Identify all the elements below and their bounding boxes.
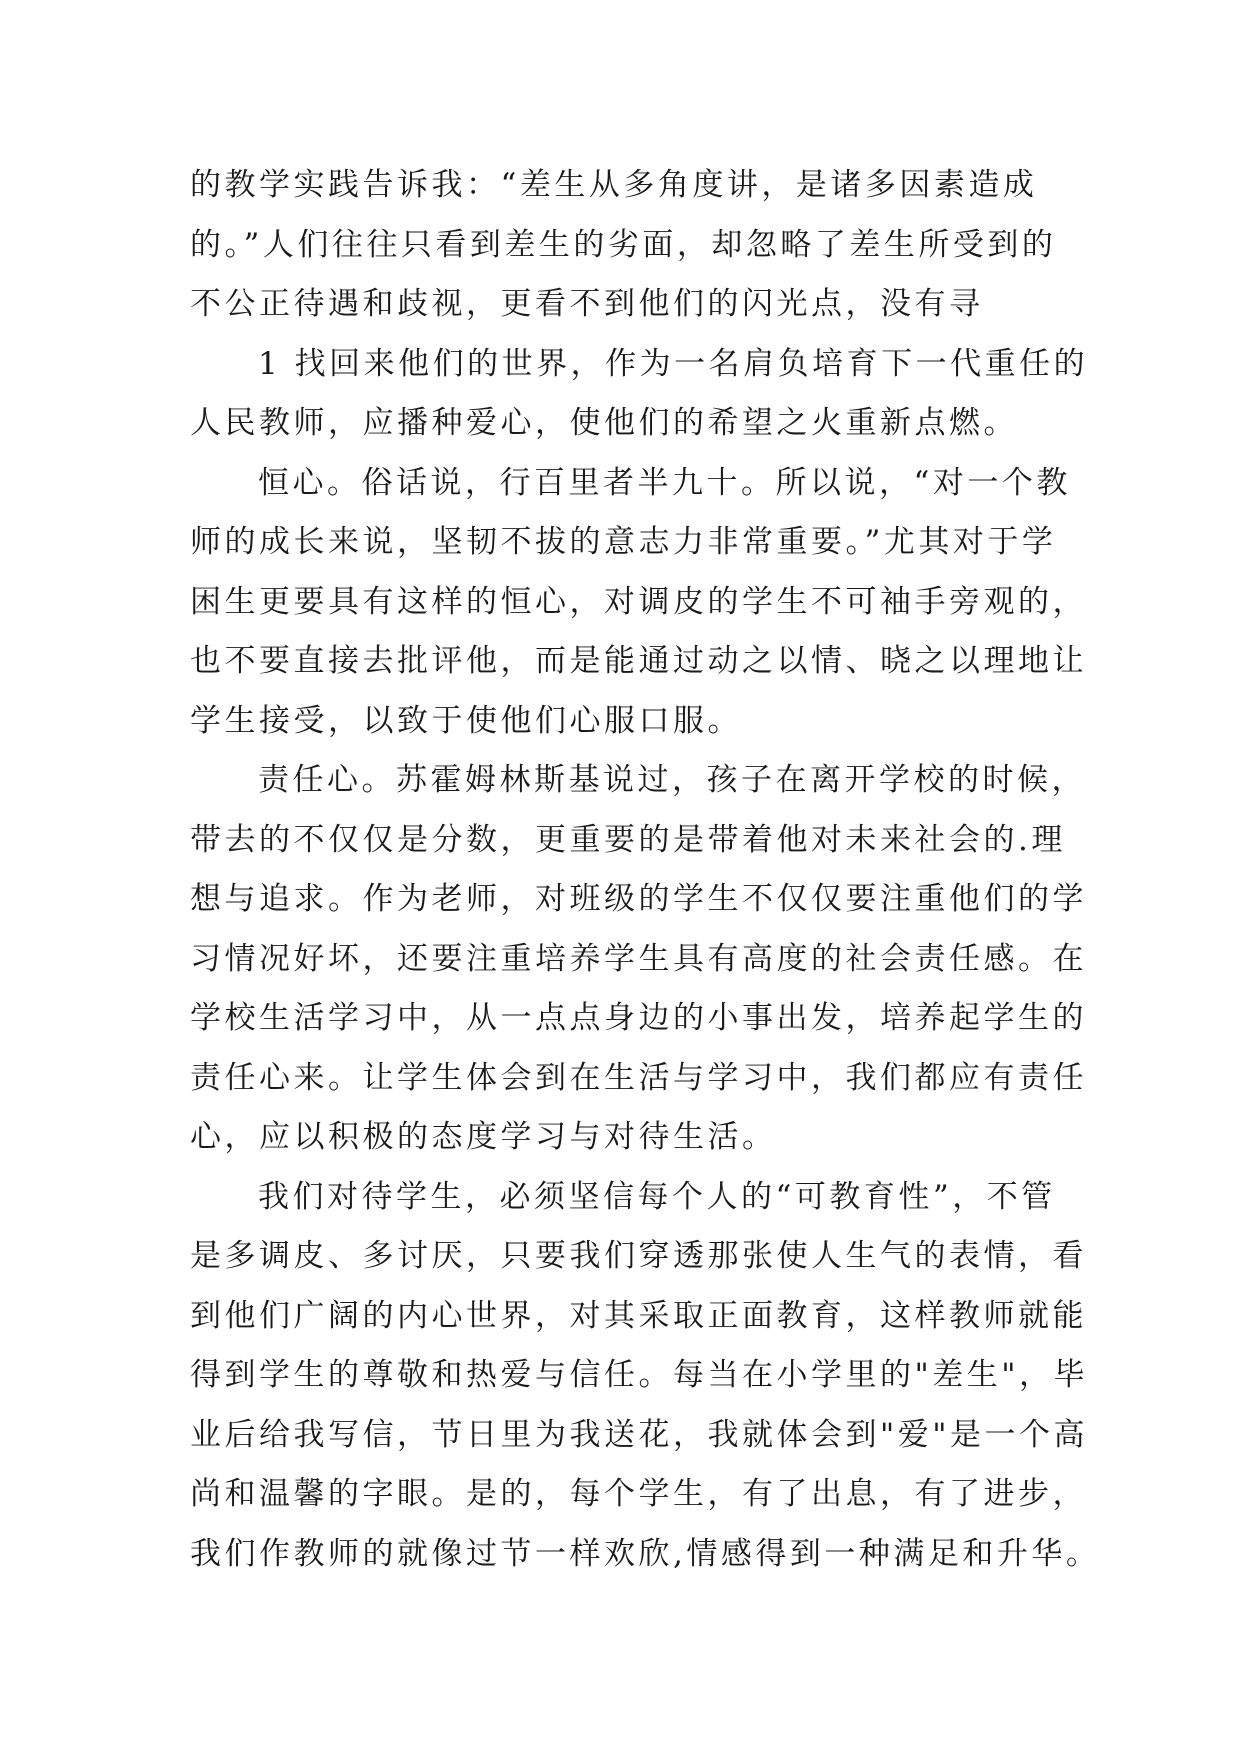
text-line: 人民教师，应播种爱心，使他们的希望之火重新点燃。 — [190, 405, 1018, 441]
text-line: 得到学生的尊敬和热爱与信任。每当在小学里的"差生"，毕 — [190, 1357, 1089, 1393]
text-line: 1 找回来他们的世界，作为一名肩负培育下一代重任的 — [258, 345, 1089, 382]
text-line: 我们对待学生，必须坚信每个人的“可教育性”，不管 — [258, 1178, 1056, 1215]
text-line: 的。”人们往往只看到差生的劣面，却忽略了差生所受到的 — [190, 226, 1057, 263]
paragraph-1 — [190, 156, 1057, 335]
text-line: 也不要直接去批评他，而是能通过动之以情、晓之以理地让 — [190, 643, 1087, 679]
text-line: 我们作教师的就像过节一样欢欣,情感得到一种满足和升华。 — [190, 1535, 1101, 1572]
text-line: 恒心。俗话说，行百里者半九十。所以说，“对一个教 — [258, 464, 1071, 501]
text-line: 是多调皮、多讨厌，只要我们穿透那张使人生气的表情，看 — [190, 1238, 1087, 1274]
text-line: 的教学实践告诉我：“差生从多角度讲，是诸多因素造成 — [190, 167, 1038, 203]
text-line: 学校生活学习中，从一点点身边的小事出发，培养起学生的 — [190, 1000, 1087, 1036]
paragraph-2 — [190, 335, 1089, 454]
text-line: 习情况好坏，还要注重培养学生具有高度的社会责任感。在 — [190, 940, 1087, 977]
paragraph-3 — [190, 454, 1087, 752]
document-body — [190, 156, 1101, 1584]
text-line: 困生更要具有这样的恒心，对调皮的学生不可袖手旁观的， — [190, 583, 1087, 620]
text-line: 责任心来。让学生体会到在生活与学习中，我们都应有责任 — [190, 1059, 1087, 1096]
text-line: 心，应以积极的态度学习与对待生活。 — [190, 1119, 777, 1155]
text-line: 不公正待遇和歧视，更看不到他们的闪光点，没有寻 — [190, 286, 984, 322]
text-line: 尚和温馨的字眼。是的，每个学生，有了出息，有了进步， — [190, 1476, 1087, 1512]
text-line: 学生接受，以致于使他们心服口服。 — [190, 702, 742, 739]
paragraph-5 — [190, 1168, 1101, 1585]
text-line: 业后给我写信，节日里为我送花，我就体会到"爱"是一个高 — [190, 1416, 1089, 1453]
text-line: 师的成长来说，坚韧不拔的意志力非常重要。”尤其对于学 — [190, 524, 1057, 560]
text-line: 带去的不仅仅是分数，更重要的是带着他对未来社会的.理 — [190, 821, 1066, 858]
text-line: 到他们广阔的内心世界，对其采取正面教育，这样教师就能 — [190, 1297, 1087, 1334]
text-line: 想与追求。作为老师，对班级的学生不仅仅要注重他们的学 — [190, 881, 1087, 917]
paragraph-4 — [190, 751, 1087, 1168]
text-line: 责任心。苏霍姆林斯基说过，孩子在离开学校的时候， — [258, 762, 1086, 798]
